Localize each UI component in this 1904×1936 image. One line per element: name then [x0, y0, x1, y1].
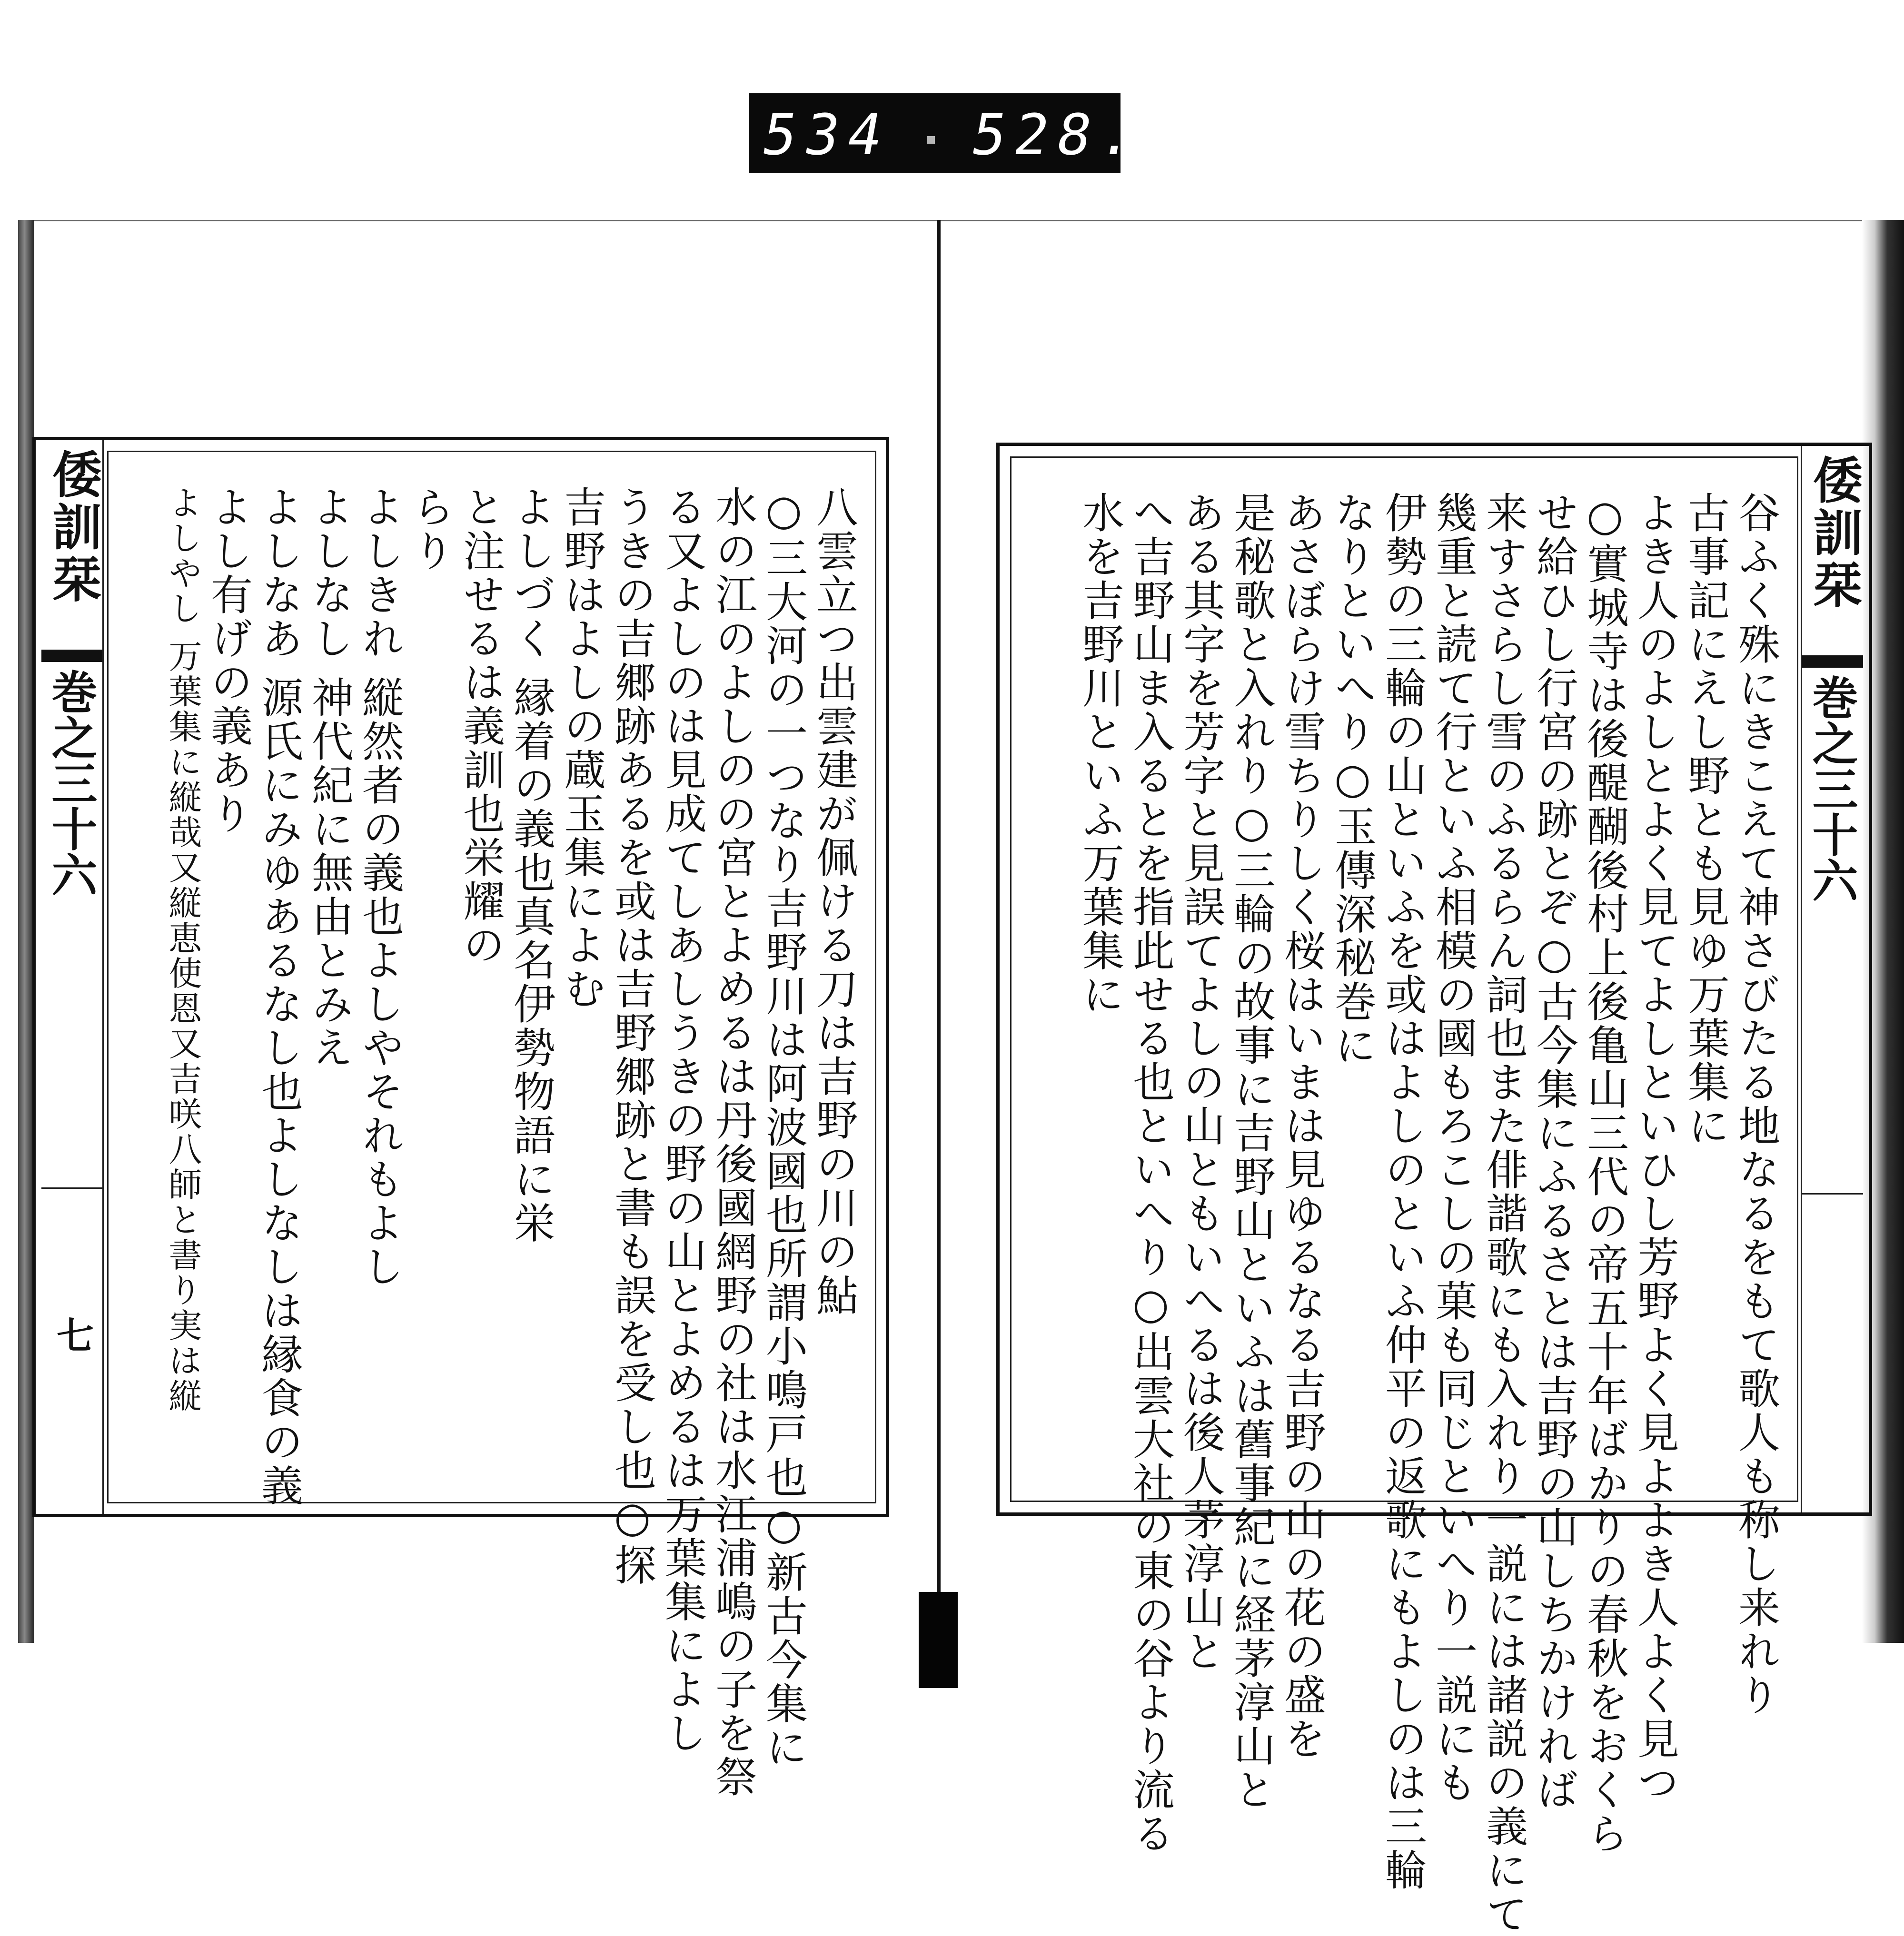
left-text-column: る又よしのは見成てしあしうきの野の山とよめるは万葉集によし: [658, 485, 707, 1755]
right-text-column: 来すさらし雪のふるらん詞也また俳諧歌にも入れり一説には諸説の義にて: [1479, 491, 1528, 1936]
center-gutter-line: [937, 220, 941, 1595]
left-page-volume-label: 巻之三十六: [44, 669, 98, 897]
right-page-frame: [996, 443, 1872, 1936]
left-page-side-title-band: [41, 440, 104, 1514]
left-page-text-area: [107, 451, 876, 1799]
left-text-column: うきの吉郷跡あるを或は吉野郷跡と書も誤を受し也○探: [608, 485, 657, 1587]
right-page-fishtail-mark: [1802, 1193, 1863, 1229]
left-page-band-divider: [41, 650, 102, 662]
left-text-column: と注せるは義訓也栄耀の: [456, 485, 506, 967]
left-text-column: よしやし 万葉集に縦哉又縦恵使恩又吉咲八師と書り実は縦: [163, 485, 202, 1414]
right-text-column: よき人のよしとよく見てよしといひし芳野よく見よよき人よく見つ: [1631, 491, 1680, 1805]
right-text-column: 古事記にえし野とも見ゆ万葉集に: [1681, 491, 1730, 1148]
left-text-column: 水の江のよしのの宮とよめるは丹後國網野の社は水江浦嶋の子を祭: [709, 485, 758, 1799]
right-text-column: 谷ふく殊にきこえて神さびたる地なるをもて歌人も称し来れり: [1732, 491, 1781, 1717]
right-page-volume-label: 巻之三十六: [1805, 674, 1859, 903]
left-text-column: よしづく 縁着の義也真名伊勢物語に栄: [507, 485, 556, 1245]
right-text-column: 伊勢の三輪の山といふを或はよしのといふ仲平の返歌にもよしのは三輪: [1378, 491, 1428, 1892]
right-text-column: 是秘歌と入れり○三輪の故事に吉野山といふは舊事紀に経茅淳山と: [1227, 491, 1276, 1812]
left-text-column: 八雲立つ出雲建が佩ける刀は吉野の川の鮎: [810, 485, 859, 1317]
left-page-side-title: 倭訓栞: [44, 449, 102, 606]
right-page-text-area: [1010, 456, 1798, 1936]
right-text-column: せ給ひし行宮の跡とぞ○古今集にふるさとは吉野の山しちかければ: [1530, 491, 1579, 1812]
right-page-side-title-band: [1801, 446, 1863, 1512]
left-text-column: よしきれ 縦然者の義也よしやそれもよし: [356, 485, 405, 1289]
left-text-column: よしなあ 源氏にみゆあるなし也よしなしは縁食の義: [255, 485, 304, 1508]
archive-number-plate: [749, 93, 1148, 173]
left-page-leaf-number: 七: [57, 1314, 94, 1358]
right-text-column: へ吉野山ま入るとを指此せる也といへり○出雲大社の東の谷より流る: [1126, 491, 1175, 1856]
right-text-column: 幾重と読て行といふ相模の國もろこしの菓も同じといへり一説にも: [1429, 491, 1478, 1805]
right-text-column: あさぼらけ雪ちりしく桜はいまは見ゆるなる吉野の山の花の盛を: [1278, 491, 1327, 1761]
gutter-shadow-block: [919, 1592, 958, 1688]
right-page-side-title: 倭訓栞: [1805, 454, 1863, 612]
left-page-frame: [32, 437, 889, 1799]
left-text-column: らり: [406, 485, 455, 573]
right-text-column: ○實城寺は後醍醐後村上後亀山三代の帝五十年ばかりの春秋をおくら: [1580, 491, 1629, 1856]
archive-number-right: 528.: [966, 102, 1148, 168]
plate-separator-dot: [927, 136, 935, 144]
archive-number-left: 534: [757, 102, 896, 168]
left-text-column: 吉野はよしの蔵玉集によむ: [557, 485, 606, 1011]
right-text-column: 水を吉野川といふ万葉集に: [1076, 491, 1125, 1017]
right-text-column: ある其字を芳字と見誤てよしの山ともいへるは後人茅淳山と: [1177, 491, 1226, 1673]
right-text-column: なりといへり○玉傳深秘巻に: [1328, 491, 1377, 1067]
left-text-column: よしなし 神代紀に無由とみえ: [305, 485, 354, 1070]
left-page-fishtail-mark: [41, 1187, 102, 1223]
left-text-column: よし有げの義あり: [204, 485, 253, 836]
right-page-band-divider: [1802, 655, 1863, 668]
left-edge-binding: [18, 220, 34, 1643]
left-text-column: ○三大河の一つなり吉野川は阿波國也所謂小鳴戸也○新古今集に: [759, 485, 808, 1769]
